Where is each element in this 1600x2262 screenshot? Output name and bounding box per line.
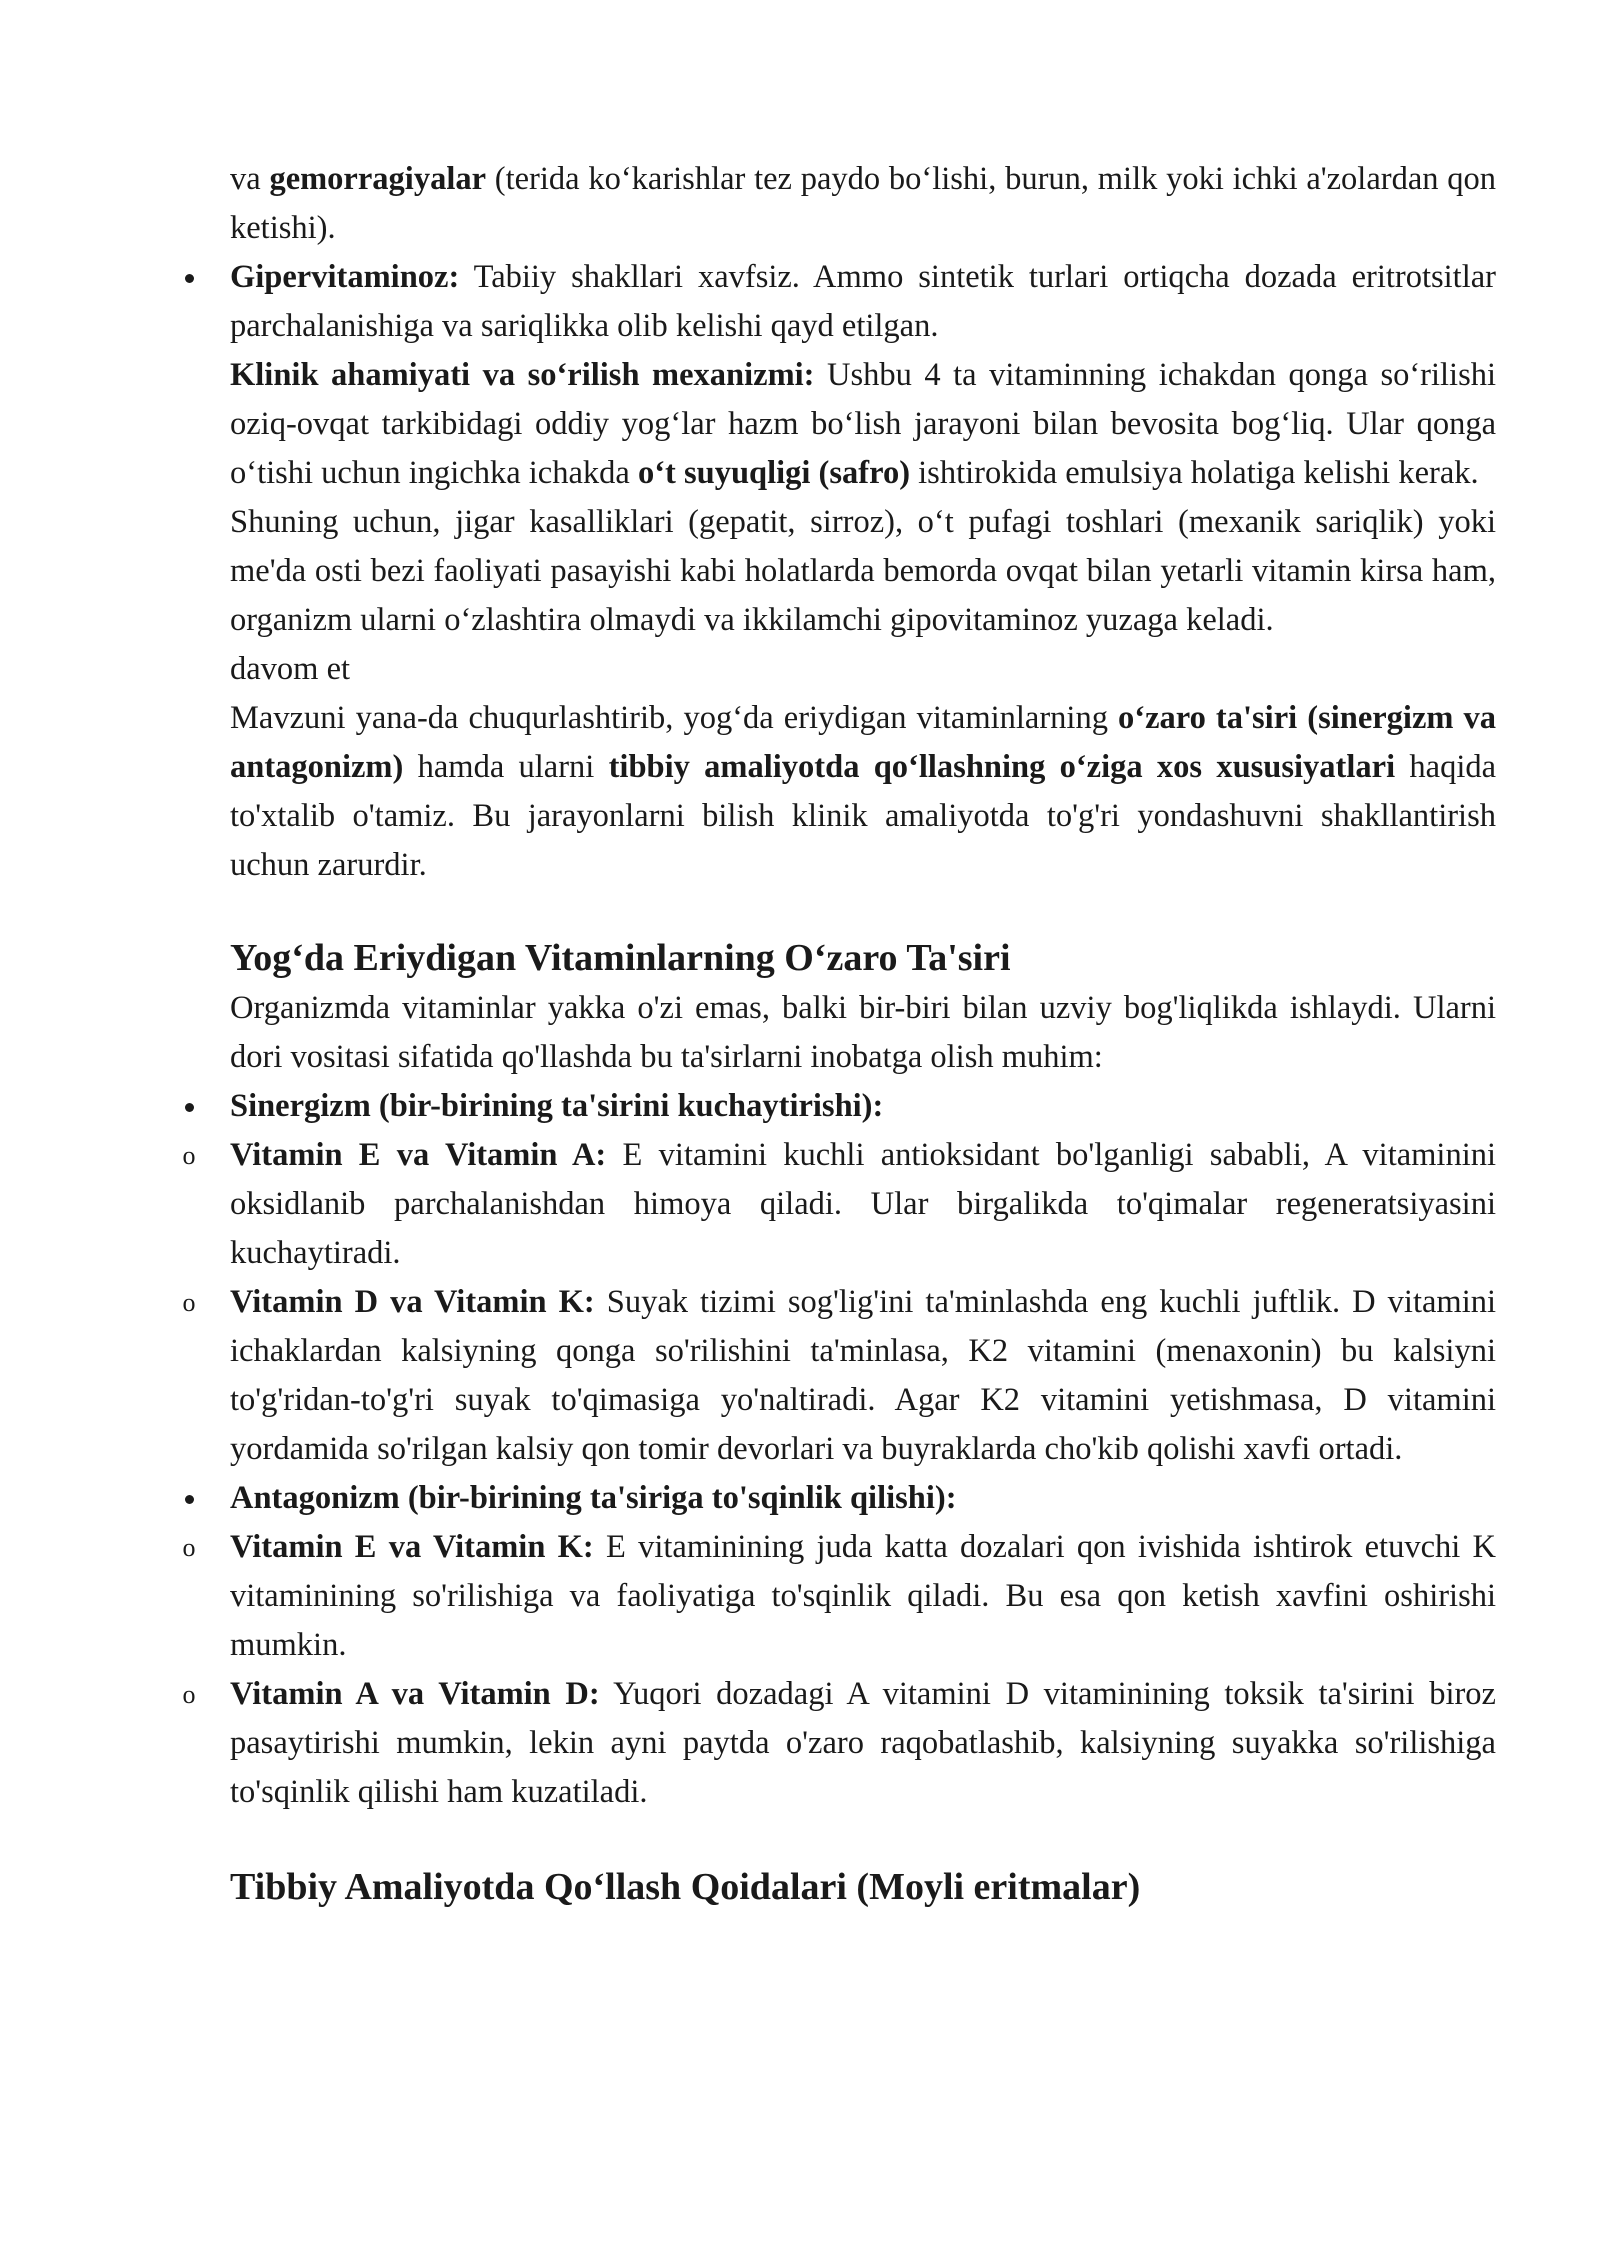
list-item-sinergizm [230,1082,1496,1131]
item-text: E vitaminining juda katta dozalari qon ivishida ishtirok etuvchi K vitaminining so'rilishiga va faoliyatiga to'sqinlik qiladi. Bu esa qon ketish xavfini oshirishi mumkin. [230,1529,1497,1663]
item-text: Suyak tizimi sog'lig'ini ta'minlashda eng kuchli juftlik. D vitamini ichaklardan kalsiyning qonga so'rilishini ta'minlasa, K2 vitamini (menaxonin) bu kalsiyni to'g'ridan-to'g'ri suyak to'qimasiga yo'naltiradi. Agar K2 vitamini yetishmasa, D vitamini yordamida so'rilgan kalsiy qon tomir devorlari va buyraklarda cho'kib qolishi xavfi ortadi. [230,1284,1497,1467]
bold-term: o‘t suyuqligi (safro) [637,455,911,491]
item-label: Vitamin D va Vitamin K: [230,1284,595,1320]
sub-list-item [182,1278,1497,1474]
item-title: Sinergizm (bir-birining ta'sirini kuchaytirishi): [230,1088,884,1124]
circle-bullet-icon: o [182,1533,196,1562]
paragraph-davom: davom et [230,651,351,687]
bold-term: tibbiy amaliyotda qo‘llashning o‘ziga xos xususiyatlari [608,749,1396,785]
item-text: E vitamini kuchli antioksidant bo'lganligi sababli, A vitaminini oksidlanib parchalanishdan himoya qiladi. Ular birgalikda to'qimalar regeneratsiyasini kuchaytiradi. [230,1137,1497,1271]
item-label: Gipervitaminoz: [230,259,460,295]
bullet-icon [174,1082,204,1131]
list-item-antagonizm [230,1474,1496,1523]
text: Mavzuni yana-da chuqurlashtirib, yog‘da eriydigan vitaminlarning [230,700,1108,736]
paragraph-gemorragiya [230,155,1496,253]
document-page [182,155,1497,1913]
bullet-icon [174,1474,204,1523]
circle-bullet-icon: o [182,1141,196,1170]
list-item-gipervitaminoz [230,253,1496,351]
sub-list-item [182,1670,1496,1817]
item-label: Vitamin E va Vitamin A: [230,1137,607,1173]
paragraph-clinical [230,351,1496,498]
text: hamda ularni [417,749,595,785]
section-heading: Yog‘da Eriydigan Vitaminlarning O‘zaro Ta'siri [230,937,1011,979]
text: haqida to'xtalib o'tamiz. Bu jarayonlarni bilish klinik amaliyotda to'g'ri yondashuvni shakllantirish uchun zarurdir. [230,749,1497,883]
item-title: Antagonizm (bir-birining ta'siriga to'sqinlik qilishi): [230,1480,957,1516]
paragraph-mavzu [230,694,1496,890]
text: va [230,161,261,197]
circle-bullet-icon: o [182,1680,196,1709]
item-label: Vitamin E va Vitamin K: [230,1529,594,1565]
item-label: Vitamin A va Vitamin D: [230,1676,600,1712]
bold-label: Klinik ahamiyati va so‘rilish mexanizmi: [230,357,815,393]
text: Ushbu 4 ta vitaminning ichakdan qonga so‘rilishi oziq-ovqat tarkibidagi oddiy yog‘lar hazm bo‘lish jarayoni bilan bevosita bog‘liq. Ular qonga o‘tishi uchun ingichka ichakda [230,357,1497,491]
bold-term: gemorragiyalar [269,161,487,197]
sub-list-item [182,1523,1497,1670]
circle-bullet-icon: o [182,1288,196,1317]
text: ishtirokida emulsiya holatiga kelishi kerak. [918,455,1479,491]
item-text: Yuqori dozadagi A vitamini D vitaminining toksik ta'sirini biroz pasaytirishi mumkin, lekin ayni paytda o'zaro raqobatlashib, kalsiyning suyakka so'rilishiga to'sqinlik qilishi ham kuzatiladi. [230,1676,1496,1810]
paragraph-shuning: Shuning uchun, jigar kasalliklari (gepatit, sirroz), o‘t pufagi toshlari (mexanik sariqlik) yoki me'da osti bezi faoliyati pasayishi kabi holatlarda bemorda ovqat bilan yetarli vitamin kirsa ham, organizm ularni o‘zlashtira olmaydi va ikkilamchi gipovitaminoz yuzaga keladi. [230,504,1496,638]
item-text: Tabiiy shakllari xavfsiz. Ammo sintetik turlari ortiqcha dozada eritrotsitlar parchalanishiga va sariqlikka olib kelishi qayd etilgan. [230,259,1496,344]
paragraph-intro: Organizmda vitaminlar yakka o'zi emas, balki bir-biri bilan uzviy bog'liqlikda ishlaydi. Ularni dori vositasi sifatida qo'llashda bu ta'sirlarni inobatga olish muhim: [230,990,1496,1075]
section-heading: Tibbiy Amaliyotda Qo‘llash Qoidalari (Moyli eritmalar) [230,1866,1141,1908]
sub-list-item [182,1131,1497,1278]
bullet-icon [174,253,204,302]
bold-term: o‘zaro ta'siri (sinergizm va antagonizm) [230,700,1497,785]
text: (terida ko‘karishlar tez paydo bo‘lishi, burun, milk yoki ichki a'zolardan qon ketishi). [230,161,1497,246]
